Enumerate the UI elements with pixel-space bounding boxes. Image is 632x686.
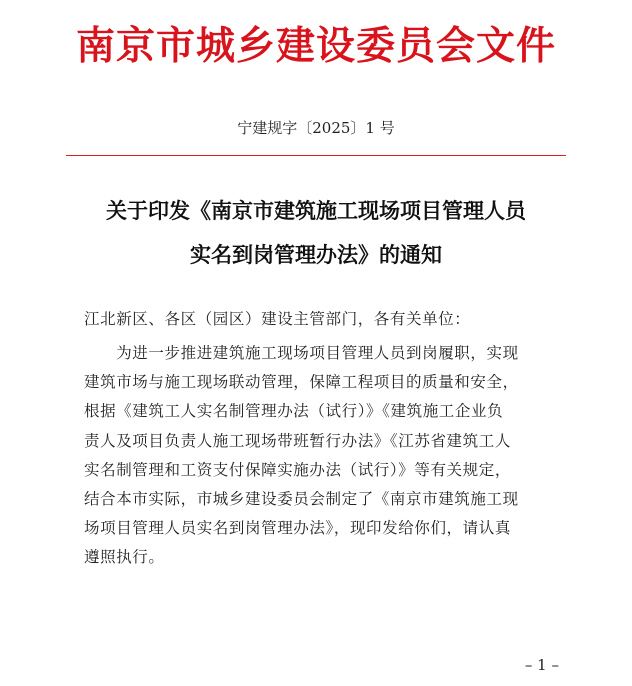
paragraph-line: 根据《建筑工人实名制管理办法（试行）》《建筑施工企业负 bbox=[84, 402, 504, 421]
page-number: – 1 – bbox=[524, 656, 559, 674]
paragraph-line: 实名制管理和工资支付保障实施办法（试行）》等有关规定， bbox=[84, 460, 511, 479]
salutation: 江北新区、各区（园区）建设主管部门，各有关单位： bbox=[84, 310, 471, 328]
paragraph-line: 场项目管理人员实名到岗管理办法》，现印发给你们，请认真 bbox=[84, 519, 511, 538]
notice-title-line-1: 关于印发《南京市建筑施工现场项目管理人员 bbox=[106, 198, 526, 223]
paragraph-line: 结合本市实际，市城乡建设委员会制定了《南京市建筑施工现 bbox=[84, 489, 519, 508]
body-paragraph bbox=[84, 339, 554, 573]
document-number: 宁建规字〔2025〕1 号 bbox=[237, 119, 395, 137]
paragraph-line: 建筑市场与施工现场联动管理，保障工程项目的质量和安全， bbox=[84, 373, 519, 392]
paragraph-line: 为进一步推进建筑施工现场项目管理人员到岗履职，实现 bbox=[84, 344, 519, 362]
paragraph-line: 责人及项目负责人施工现场带班暂行办法》《江苏省建筑工人 bbox=[84, 431, 511, 450]
notice-title-line-2: 实名到岗管理办法》的通知 bbox=[190, 242, 442, 267]
issuer-header: 南京市城乡建设委员会文件 bbox=[75, 23, 556, 69]
paragraph-line: 遵照执行。 bbox=[84, 548, 165, 567]
red-separator-line bbox=[66, 155, 566, 156]
